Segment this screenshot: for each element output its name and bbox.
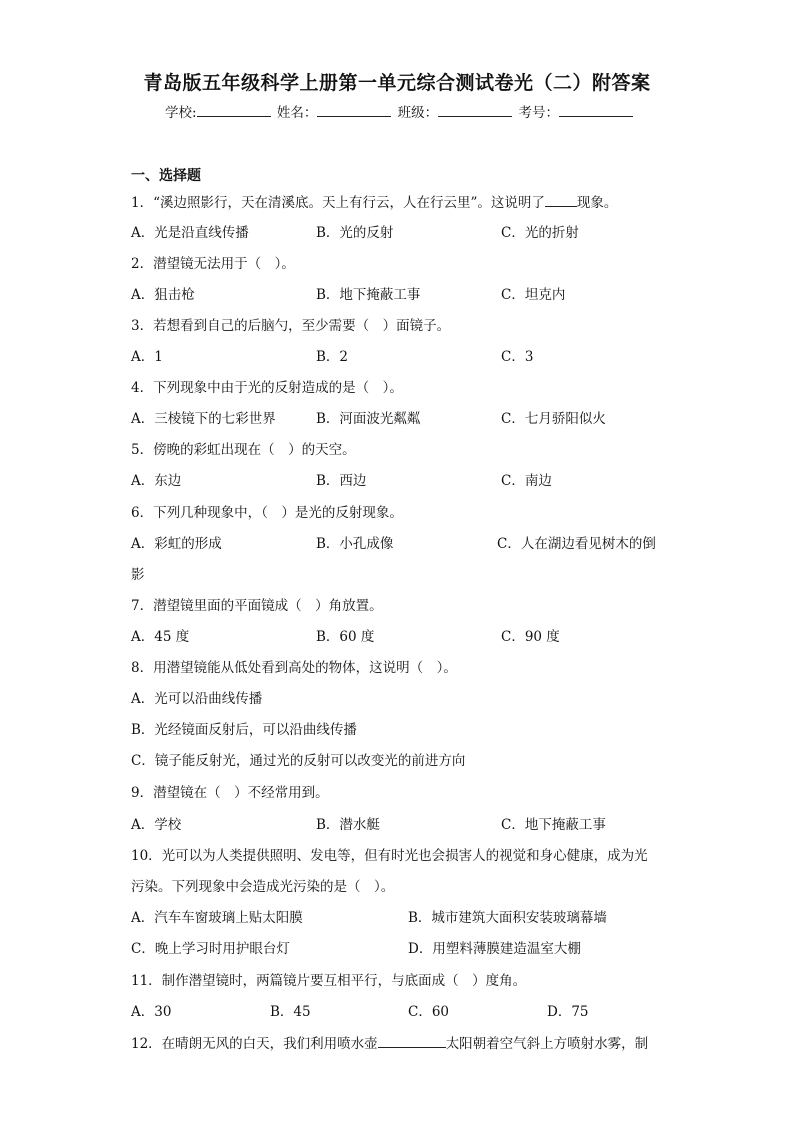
option[interactable]: C．90 度 [501,629,560,645]
option[interactable]: C．坦克内 [501,287,566,303]
answer-blank[interactable] [378,1033,446,1048]
question-stem [131,1033,648,1054]
question-text-after: 太阳朝着空气斜上方喷射水雾，制 [445,1036,649,1052]
option[interactable]: B．45 [270,1004,311,1020]
option[interactable]: D．75 [547,1004,589,1020]
question-stem: 3．若想看到自己的后脑勺，至少需要（ ）面镜子。 [131,318,451,334]
option[interactable]: A．学校 [131,817,182,833]
option[interactable]: B．西边 [316,473,367,489]
class-blank[interactable] [438,102,512,117]
option[interactable]: A．东边 [131,473,182,489]
option[interactable]: A．汽车车窗玻璃上贴太阳膜 [131,910,303,926]
question-text: 1．“溪边照影行，天在清溪底。天上有行云，人在行云里”。这说明了 [131,195,545,211]
option[interactable]: C．60 [408,1004,450,1020]
question-text-after: 现象。 [576,195,618,211]
option[interactable]: D．用塑料薄膜建造温室大棚 [408,941,581,957]
option[interactable]: B．城市建筑大面积安装玻璃幕墙 [408,910,607,926]
option[interactable]: C．七月骄阳似火 [501,411,606,427]
option[interactable]: A．1 [131,349,163,365]
school-label: 学校: [165,105,197,121]
class-label: 班级： [397,105,439,121]
question-stem: 6．下列几种现象中，（ ）是光的反射现象。 [131,505,403,521]
school-blank[interactable] [197,102,271,117]
name-blank[interactable] [317,102,391,117]
option[interactable]: C．晚上学习时用护眼台灯 [131,941,290,957]
option[interactable]: C．人在湖边看见树木的倒 [497,536,656,552]
question-stem: 2．潜望镜无法用于（ ）。 [131,256,295,272]
id-label: 考号： [518,105,559,121]
question-stem-continued: 污染。下列现象中会造成光污染的是（ ）。 [131,879,395,895]
name-label: 姓名： [276,105,318,121]
option[interactable]: B．光经镜面反射后，可以沿曲线传播 [131,722,357,738]
option-wrap: 影 [131,567,145,583]
student-info-line [165,101,635,121]
option[interactable]: B．潜水艇 [316,817,380,833]
question-stem: 4．下列现象中由于光的反射造成的是（ ）。 [131,380,403,396]
option[interactable]: A．45 度 [131,629,190,645]
option[interactable]: A．30 [131,1004,172,1020]
question-stem [131,192,617,213]
option[interactable]: A．彩虹的形成 [131,536,222,552]
exam-title: 青岛版五年级科学上册第一单元综合测试卷光（二）附答案 [143,72,651,94]
option[interactable]: C．3 [501,349,534,365]
option[interactable]: B．地下掩蔽工事 [316,287,421,303]
id-blank[interactable] [559,102,633,117]
option[interactable]: C．光的折射 [501,225,579,241]
question-stem: 9．潜望镜在（ ）不经常用到。 [131,785,329,801]
question-stem: 10．光可以为人类提供照明、发电等，但有时光也会损害人的视觉和身心健康，成为光 [131,848,648,864]
option[interactable]: B．光的反射 [316,225,394,241]
answer-blank[interactable] [545,192,577,207]
option[interactable]: A．狙击枪 [131,287,195,303]
section-title: 一、选择题 [131,168,201,184]
question-text: 12．在晴朗无风的白天，我们利用喷水壶 [131,1036,378,1052]
option[interactable]: B．小孔成像 [316,536,394,552]
option[interactable]: B．60 度 [316,629,375,645]
option[interactable]: B．2 [316,349,349,365]
question-stem: 5．傍晚的彩虹出现在（ ）的天空。 [131,442,356,458]
option[interactable]: A．光可以沿曲线传播 [131,691,263,707]
option[interactable]: B．河面波光粼粼 [316,411,421,427]
question-stem: 8．用潜望镜能从低处看到高处的物体，这说明（ ）。 [131,660,457,676]
question-stem: 7．潜望镜里面的平面镜成（ ）角放置。 [131,598,383,614]
question-stem: 11．制作潜望镜时，两篇镜片要互相平行，与底面成（ ）度角。 [131,973,527,989]
option[interactable]: A．三棱镜下的七彩世界 [131,411,276,427]
option[interactable]: C．南边 [501,473,552,489]
option[interactable]: A．光是沿直线传播 [131,225,249,241]
option[interactable]: C．镜子能反射光，通过光的反射可以改变光的前进方向 [131,753,466,769]
option[interactable]: C．地下掩蔽工事 [501,817,606,833]
